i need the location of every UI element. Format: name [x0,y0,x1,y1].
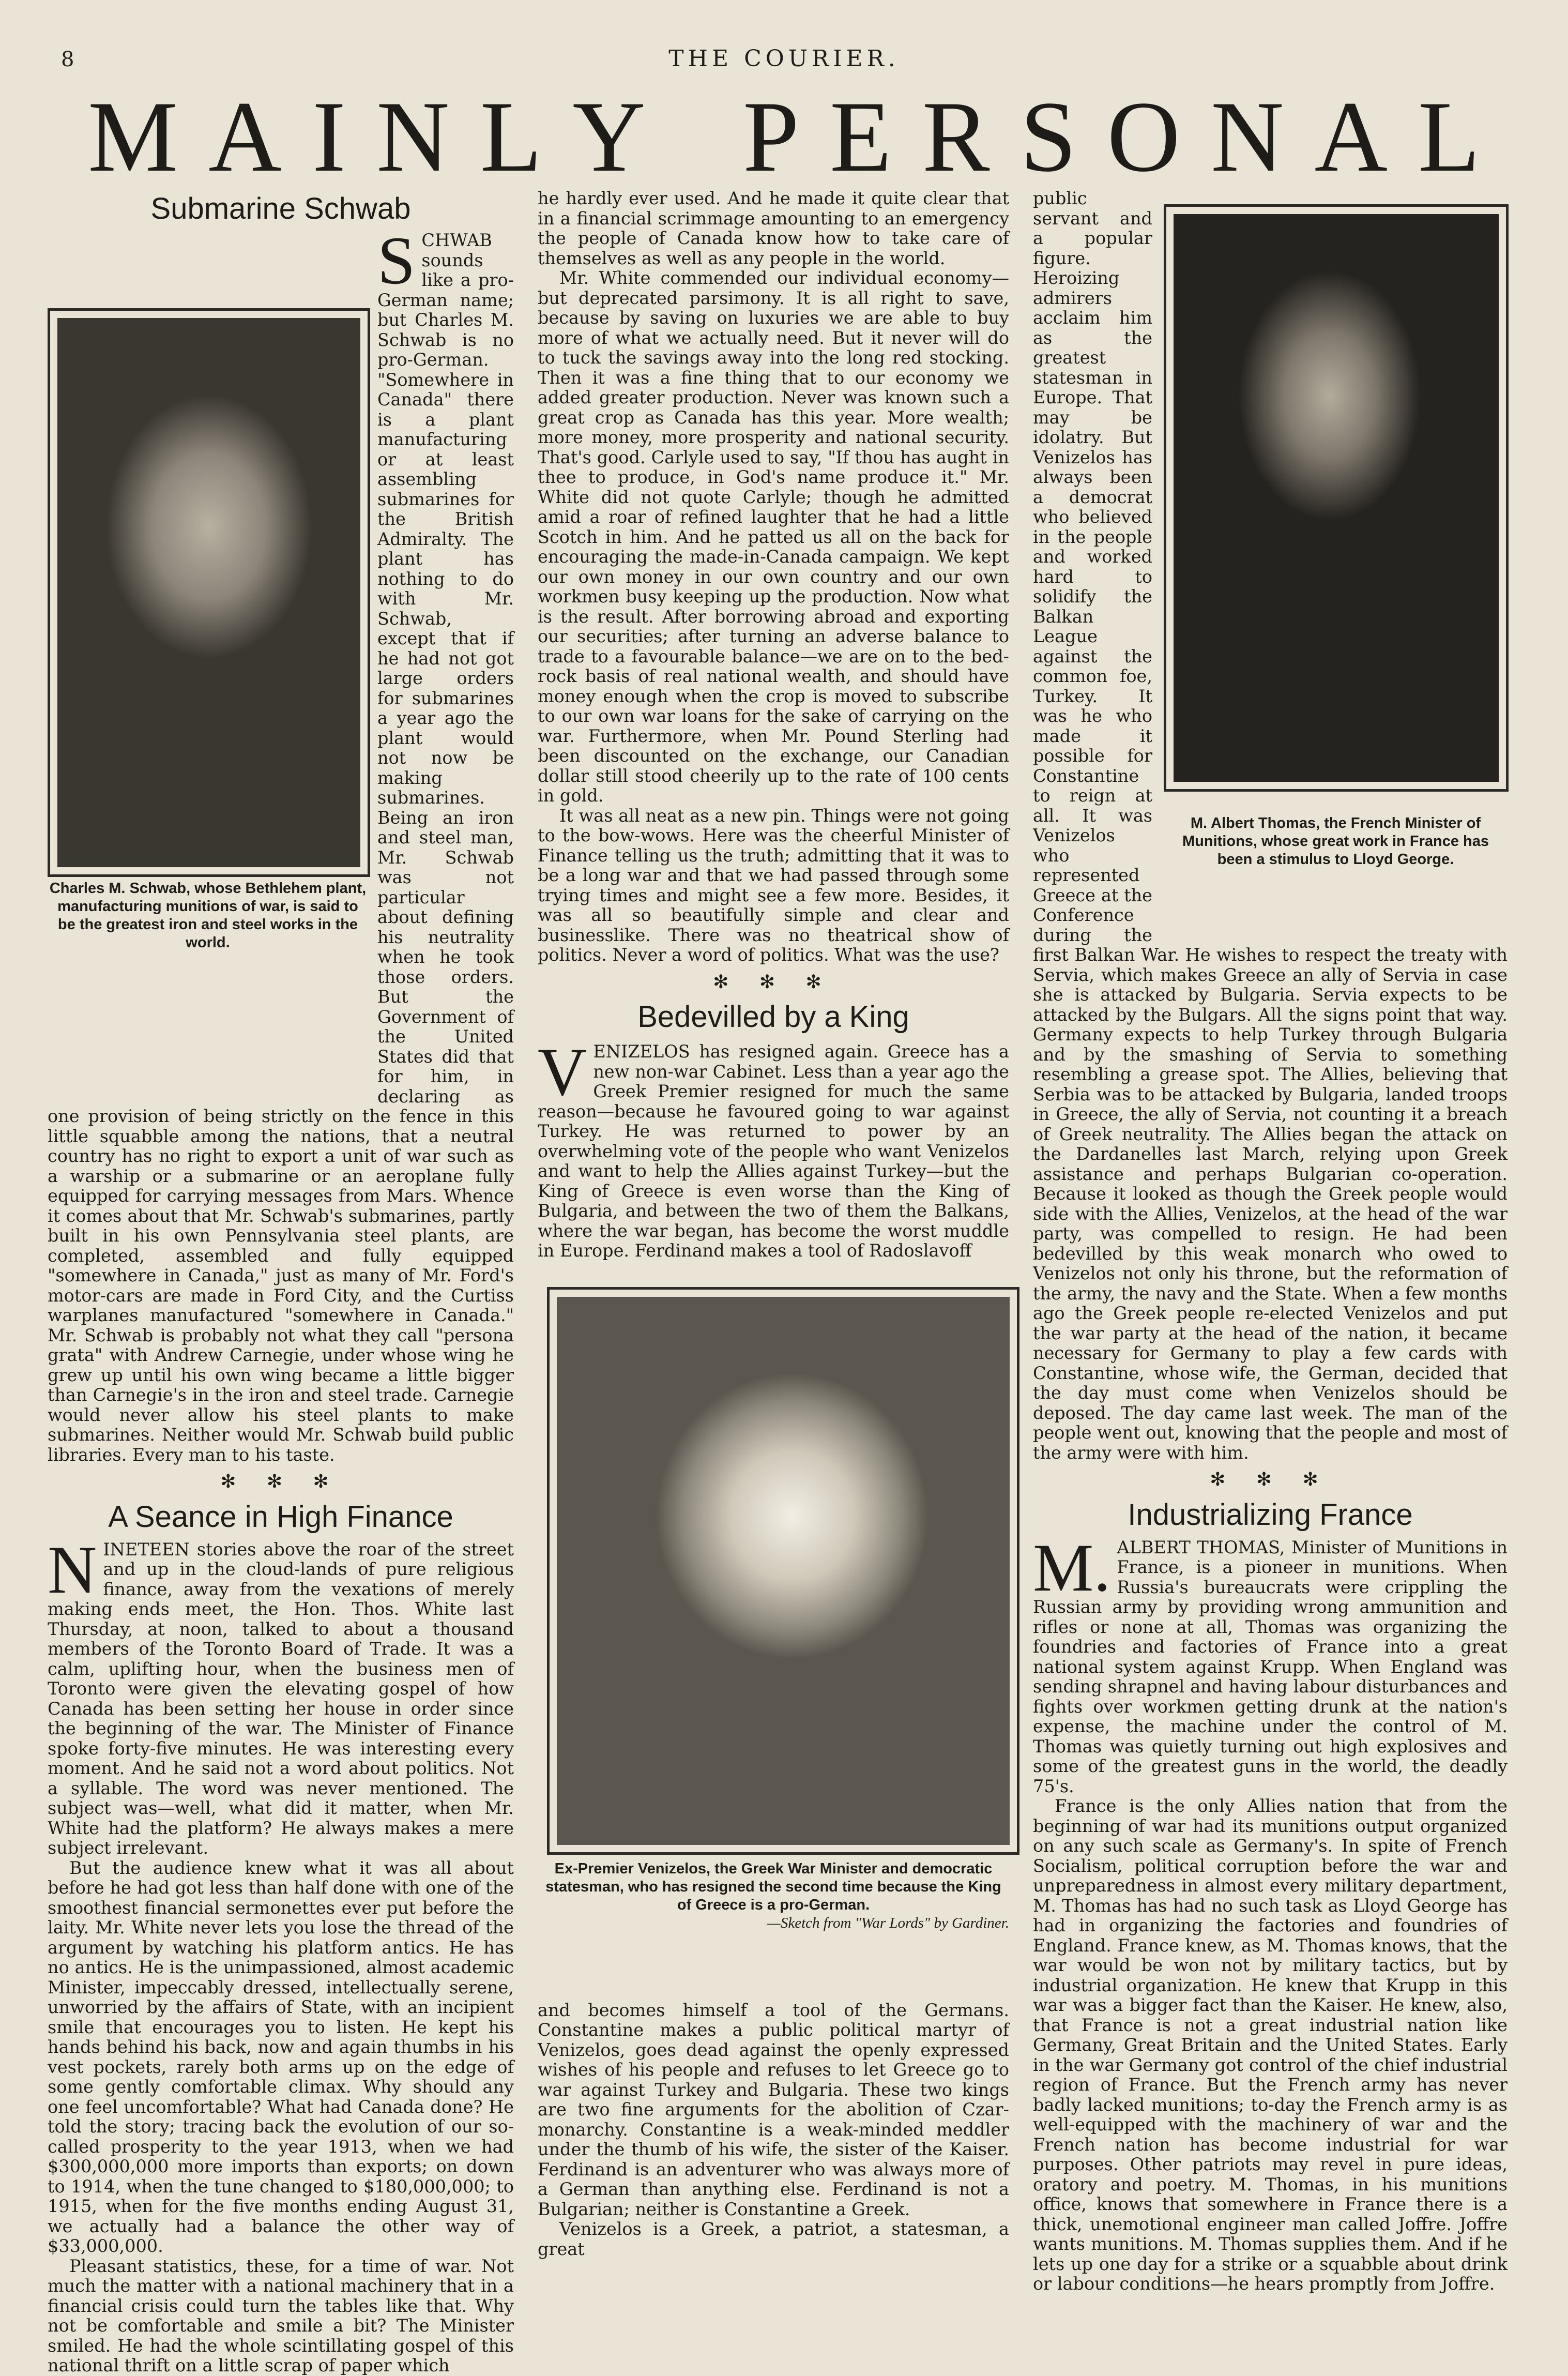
caption-credit: —Sketch from "War Lords" by Gardiner. [767,1914,1009,1931]
masthead-letter: O [1107,81,1180,193]
body-text: But the audience knew what it was all about before he had got less than half done with one of the smoothest financial sermonettes ever put before the laity. Mr. White never lets you lose the thread of the argument by watching his platform antics. He has no antics. He is the unimpassioned, almost academic Minister, impeccably dressed, intellectually serene, unworried by the affairs of State, with an incipient smile that encourages you to listen. He kept his hands behind his back, now and again thumbs in his vest pockets, rarely both arms up on the edge of some gently comfortable climax. Why should any one feel uncomfortable? What had Canada done? He told the story; tracing back the evolution of our so-called prosperity to the year 1913, when we had $300,000,000 more imports than exports; on down to 1914, when the tune changed to $180,000,000; to 1915, when for the five months ending August 31, we actually had a balance the other way of $33,000,000. [48,1857,514,2256]
headline-submarine-schwab: Submarine Schwab [150,192,411,225]
masthead-letter: A [1314,81,1388,193]
body-text: VENIZELOS has resigned again. Greece has a new non-war Cabinet. Less than a year ago the Greek Premier resigned for much the same reason—because he favoured going to war against Turkey. He was returned to power by an overwhelming vote of the people who want Venizelos and want to help the Allies against Turkey—but the King of Greece is even worse than the King of Bulgaria, and between the two of them the Balkans, where the war began, has become the worst muddle in Europe. Ferdinand makes a tool of Radoslavoff [538,1034,1009,1261]
dropcap: M. [1033,1529,1111,1606]
photo-schwab [48,308,370,877]
article-schwab [48,222,514,1465]
body-text: It was all neat as a new pin. Things were not going to the bow-wows. Here was the cheerful Minister of Finance telling us the truth; admitting that it was to be a long war and that we had passed through some trying times and might see a few more. Besides, it was all so beautifully simple and clear and businesslike. There was no theatrical show of politics. Never a word of politics. What was the use? [538,805,1009,965]
body-text: and becomes himself a tool of the Germans. Constantine makes a public political martyr of Venizelos, goes dead against the openly expressed wishes of his people and refuses to let Greece go to war against Turkey and Bulgaria. These two kings are two fine arguments for the abolition of Czar-monarchy. Constantine is a weak-minded meddler under the thumb of his wife, the sister of the Kaiser. Ferdinand is an adventurer who was always more of a German than anything else. Ferdinand is not a Bulgarian; neither is Constantine a Greek. [538,2000,1009,2219]
portrait-image [57,318,360,867]
masthead-letter: P [742,81,799,193]
body-text: public servant and a popular figure. Heroizing admirers acclaim him as the greatest statesman in Europe. That may be idolatry. But Venizelos has always been a democrat who believed in the people and worked hard to solidify the Balkan League against the common foe, Turkey. It was he who made it possible for Constantine to reign at all. It was Venizelos who represented Greece at the Conference during the first Balkan War. He wishes to respect the treaty with Servia, which makes Greece an ally of Servia in case she is attacked by Bulgaria. Servia expects to be attacked by the Bulgars. All the signs point that way. Germany expects to help Turkey through Bulgaria and by the smashing of Servia to something resembling a grease spot. The Allies, believing that Serbia was to be attacked by Bulgaria, landed troops in Greece, the ally of Servia, not counting it a breach of Greek neutrality. The Allies began the attack on the Dardanelles last March, relying upon Greek assistance and perhaps Bulgarian co-operation. Because it looked as though the Greek people would side with the Allies, Venizelos, at the head of the war party, was compelled to resign. He had been bedevilled by this weak monarch who owed to Venizelos not only his throne, but the reformation of the army, the navy and the State. When a few months ago the Greek people re-elected Venizelos and put the war party at the head of the nation, it became necessary for Germany to play a few cards with Constantine, whose wife, the German, decided that the day must come when Venizelos should be deposed. The day came last week. The man of the people went out, knowing that the people and most of the army were with him. [1033,188,1508,1463]
photo-schwab-block [48,308,368,1089]
running-head: THE COURIER. [668,46,900,72]
caption-thomas: M. Albert Thomas, the French Minister of Munitions, whose great work in France has been a stimulus to Lloyd George. [1182,815,1489,868]
body-text: Mr. White commended our individual economy—but deprecated parsimony. It is all right to save, because by saving on luxuries we are able to buy more of what we actually need. But it never will do to tuck the savings away into the long red stocking. Then it was a fine thing that to our economy we added greater production. Never was known such a great crop as Canada has this year. More wealth; more money, more prosperity and national security. That's good. Carlyle used to say, "If thou has aught in thee to produce, in God's name produce it." Mr. White did not quote Carlyle; though he admitted amid a roar of refined laughter that he had a little Scotch in him. And he patted us all on the back for encouraging the made-in-Canada campaign. We kept our own money in our own country and our own workmen busy keeping up the production. Now what is the result. After borrowing abroad and exporting our securities; after turning an adverse balance to trade to a favourable balance—we are on to the bed-rock basis of real national wealth, and should have money enough when the crop is moved to subscribe to our own war loans for the sake of carrying on the war. Furthermore, when Mr. Pound Sterling had been discounted on the exchange, our Canadian dollar still stood cheerily up to the rate of 100 cents in gold. [538,268,1009,806]
headline-bedevilled: Bedevilled by a King [637,1000,909,1034]
ornament: ✻ ✻ ✻ [713,971,834,993]
column-3 [1033,188,1508,2294]
portrait-image [1174,214,1499,782]
body-text: M. ALBERT THOMAS, Minister of Munitions in France, is a pioneer in munitions. When Russia's bureaucrats were crippling the Russian army by providing wrong ammunition and rifles or none at all, Thomas was organizing the foundries and factories of France into a great national system against Krupp. When England was sending shrapnel and having labour disturbances and fights over workmen getting drunk at the nation's expense, the machine under the control of M. Thomas was quietly turning out high explosives and some of the greatest guns in the world, the deadly 75's. [1033,1529,1508,1796]
body-text: NINETEEN stories above the roar of the street and up in the cloud-lands of pure religious finance, away from the vexations of merely making ends meet, the Hon. Thos. White last Thursday, at noon, talked to about a thousand members of the Toronto Board of Trade. It was a calm, uplifting hour, when the business men of Toronto were given the elevating gospel of how Canada has been setting her house in order since the beginning of the war. The Minister of Finance spoke forty-five minutes. He was interesting every moment. And he said not a word about politics. Not a syllable. The word was never mentioned. The subject was—well, what did it matter, when Mr. White had the platform? He always makes a mere subject irrelevant. [48,1531,514,1858]
ornament: ✻ ✻ ✻ [220,1471,341,1492]
headline-industrializing-france: Industrializing France [1128,1497,1413,1532]
masthead-letter: Y [572,81,646,193]
photo-thomas-block [1164,204,1508,920]
body-text: he hardly ever used. And he made it quite clear that in a financial scrimmage amounting to an emergency the people of Canada know how to take care of themselves as well as any people in the world. [538,188,1009,268]
masthead-letter: E [829,81,892,193]
ornament: ✻ ✻ ✻ [1210,1469,1331,1490]
page-number: 8 [61,48,74,71]
caption-venizelos: Ex-Premier Venizelos, the Greek War Minister and democratic statesman, who has resigned the second time because the King of Greece is a pro-German. —Sketch from "War Lords" by Gardiner. [538,1860,1009,1932]
masthead [88,83,1480,191]
body-text: Pleasant statistics, these, for a time of war. Not much the matter with a national machinery that in a financial crisis could turn the tables like that. Why not be comfortable and smile a bit? The Minister smiled. He had the whole scintillating gospel of this national thrift on a little scrap of paper which [48,2256,514,2375]
sketch-venizelos [547,1287,1019,1855]
dropcap: S [377,222,416,298]
masthead-letter: N [1210,81,1284,193]
body-text: France is the only Allies nation that from the beginning of war had its munitions output organized on any such scale as Germany's. In spite of French Socialism, political corruption before the war and unpreparedness in almost every military department, M. Thomas has had no such task as Lloyd George has had in organizing the factories and foundries of England. France knew, as M. Thomas knows, that the war would be won not by military tactics, but by industrial organization. He knew that Krupp in this war was a bigger fact than the Kaiser. He knew, also, that France is not a great industrial nation like Germany, Great Britain and the United States. Early in the war Germany got control of the chief industrial region of France. But the French army has never badly lacked munitions; to-day the French army is as well-equipped with the machinery of war and the French nation has become industrial for war purposes. Other patriots may revel in pure ideas, oratory and poetry. M. Thomas, in his munitions office, knows that somewhere in France there is a thick, unemotional engineer man called Joffre. Joffre wants munitions. M. Thomas supplies them. And if he lets up one day for a strike or a squabble about drink or labour conditions—he hears promptly from Joffre. [1033,1796,1508,2294]
body-text: Venizelos is a Greek, a patriot, a statesman, a great [538,2219,1009,2259]
body-text: SCHWAB sounds like a pro-German name; but Charles M. Schwab is no pro-German. "Somewhere in Canada" there is a plant manufacturing or at least assembling submarines for the British Admiralty. The plant has nothing to do with Mr. Schwab, except that if he had not got large orders for submarines a year ago the plant would not now be making submarines. Being an iron and steel man, Mr. Schwab was not particular about defining his neutrality when he took those orders. But the Government of the United States did that for him, in declaring as one provision of being strictly on the fence in this little squabble among the nations, that a neutral country has no right to export a unit of war such as a warship or a submarine or an aeroplane fully equipped for carrying messages from Mars. Whence it comes about that Mr. Schwab's submarines, partly built in his own Pennsylvania steel plants, are completed, assembled and fully equipped "somewhere in Canada," just as many of Mr. Ford's motor-cars are made in Ford City, and the Curtiss warplanes manufactured "somewhere in Canada." Mr. Schwab is probably not what they call "persona grata" with Andrew Carnegie, under whose wing he grew up until his own wing became a little bigger than Carnegie's in the iron and steel trade. Carnegie would never allow his steel plants to make submarines. Neither would Mr. Schwab build public libraries. Every man to his taste. [48,222,514,1465]
masthead-letter: S [1020,81,1077,193]
sketch-image [557,1297,1010,1845]
sketch-venizelos-block [538,1287,1009,1990]
dropcap: N [48,1531,97,1608]
column-1 [48,191,514,2375]
photo-thomas [1164,204,1509,792]
masthead-letter: L [1418,81,1480,193]
masthead-letter: I [312,81,346,193]
caption-schwab: Charles M. Schwab, whose Bethlehem plant, manufacturing munitions of war, is said to be the greatest iron and steel works in the world. [49,880,367,951]
headline-seance: A Seance in High Finance [108,1500,453,1534]
dropcap: V [538,1034,587,1110]
masthead-letter: L [480,81,542,193]
masthead-letter: R [922,81,990,193]
masthead-letter: A [208,81,282,193]
column-2 [538,188,1009,2259]
masthead-letter: N [376,81,450,193]
masthead-letter: M [88,81,178,193]
